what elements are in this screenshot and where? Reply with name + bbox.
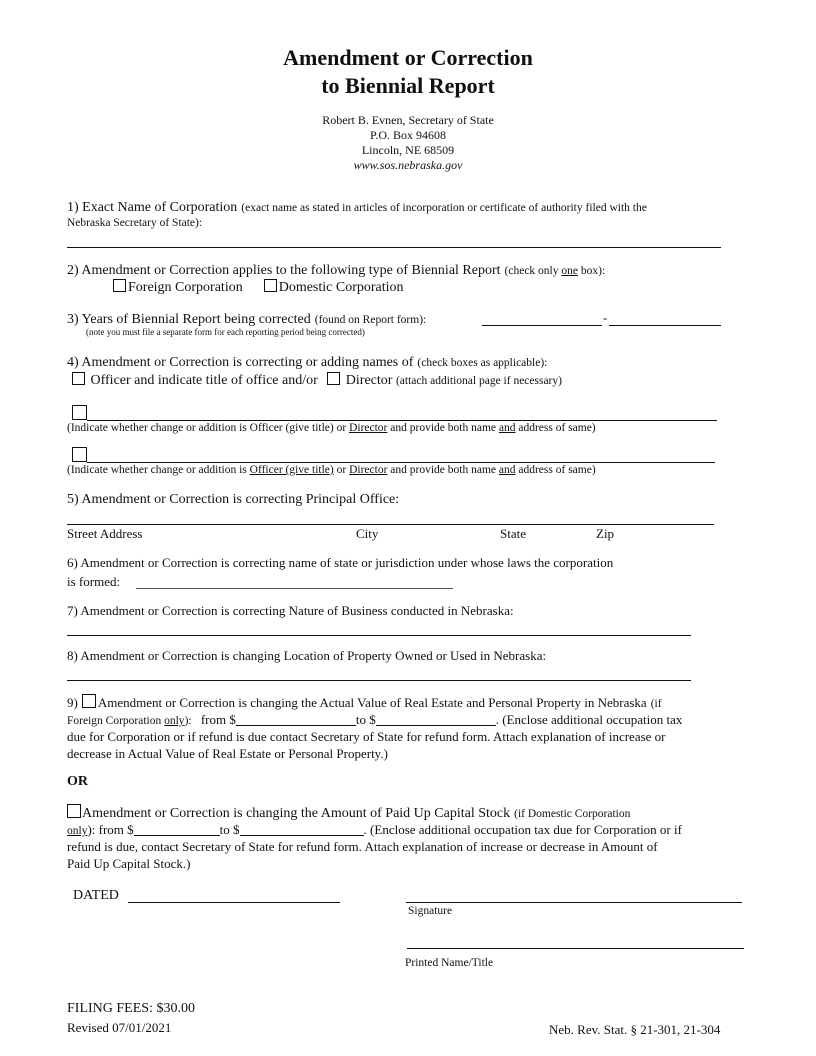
dated-field[interactable] (128, 902, 340, 903)
capital-to-label: to $ (219, 822, 240, 837)
capital-from-label: ): from $ (87, 822, 134, 837)
capital-stock-line3: refund is due, contact Secretary of State for refund form. Attach explanation of increase or decrease in Amount of (67, 839, 658, 854)
domestic-only-note: only (67, 825, 88, 837)
actual-value-from-field[interactable] (236, 713, 356, 726)
section-9-line2 (67, 712, 682, 728)
director-checkbox[interactable] (327, 372, 340, 385)
entry-1-instructions: (Indicate whether change or addition is Officer (give title) or Director and provide both name and address of same) (67, 422, 596, 434)
foreign-corporation-label: Foreign Corporation (128, 280, 243, 295)
street-address-label: Street Address (67, 526, 143, 541)
printed-name-label: Printed Name/Title (405, 957, 494, 969)
corp-name-label: 1) Exact Name of Corporation (67, 200, 238, 215)
entry-2-instructions: (Indicate whether change or addition is Officer (give title) or Director and provide both name and address of same) (67, 464, 596, 476)
to-label: to $ (355, 712, 376, 727)
capital-stock-line4: Paid Up Capital Stock.) (67, 856, 191, 871)
entry-2-checkbox[interactable] (72, 447, 87, 462)
section-9-line3: due for Corporation or if refund is due contact Secretary of State for refund form. Attach explanation of increase or (67, 729, 666, 744)
actual-value-checkbox[interactable] (82, 694, 96, 708)
capital-from-field[interactable] (134, 823, 220, 836)
filing-fees: FILING FEES: $30.00 (67, 1001, 195, 1016)
foreign-corporation-checkbox[interactable] (113, 279, 126, 292)
statute-reference: Neb. Rev. Stat. § 21-301, 21-304 (549, 1022, 721, 1037)
or-separator: OR (67, 774, 88, 789)
property-location-label: 8) Amendment or Correction is changing Location of Property Owned or Used in Nebraska: (67, 648, 547, 663)
actual-value-label: Amendment or Correction is changing the Actual Value of Real Estate and Personal Property in Nebraska (97, 695, 647, 710)
section-3-label (67, 310, 426, 328)
dated-label: DATED (73, 888, 119, 903)
state-label: State (500, 526, 526, 541)
address-line: Robert B. Evnen, Secretary of State (322, 113, 494, 127)
address-line: P.O. Box 94608 (369, 128, 446, 142)
signature-label: Signature (408, 905, 453, 917)
years-note: (found on Report form): (314, 314, 427, 326)
section-1-label (67, 198, 647, 216)
form-header (0, 44, 816, 173)
officer-checkbox[interactable] (72, 372, 85, 385)
report-type-label: 2) Amendment or Correction applies to the following type of Biennial Report (67, 263, 501, 278)
principal-office-field[interactable] (67, 524, 714, 525)
capital-stock-line1 (67, 804, 630, 822)
address-line: Lincoln, NE 68509 (361, 143, 455, 157)
report-type-options (113, 279, 404, 296)
entry-1-checkbox[interactable] (72, 405, 87, 420)
capital-stock-label: Amendment or Correction is changing the Amount of Paid Up Capital Stock (82, 806, 511, 821)
section-9-line1 (67, 694, 662, 712)
officer-label: Officer and indicate title of office and/or (90, 373, 318, 388)
foreign-only-note: Foreign Corporation only): (67, 715, 192, 727)
corp-name-note: (exact name as stated in articles of incorporation or certificate of authority filed with the (241, 202, 647, 214)
section-9-line4: decrease in Actual Value of Real Estate or Personal Property.) (67, 746, 388, 761)
capital-enclose-text: . (Enclose additional occupation tax due for Corporation or if (363, 822, 682, 837)
jurisdiction-field[interactable] (136, 588, 453, 589)
year-dash: - (603, 310, 608, 325)
from-label: from $ (200, 712, 236, 727)
year-to-field[interactable] (609, 325, 721, 326)
website: www.sos.nebraska.gov (353, 158, 463, 172)
section-9-number: 9) (67, 695, 78, 710)
nature-of-business-label: 7) Amendment or Correction is correcting Nature of Business conducted in Nebraska: (67, 603, 514, 618)
report-type-note: (check only one box): (504, 265, 606, 277)
section-4-label (67, 353, 547, 371)
domestic-corporation-checkbox[interactable] (264, 279, 277, 292)
agency-address (0, 113, 816, 173)
year-from-field[interactable] (482, 325, 602, 326)
corp-name-field[interactable] (67, 247, 721, 248)
zip-label: Zip (596, 526, 615, 541)
corp-name-note-2: Nebraska Secretary of State): (67, 217, 203, 229)
names-note: (check boxes as applicable): (417, 357, 548, 369)
capital-stock-line2 (67, 822, 682, 838)
actual-value-if: (if (650, 698, 662, 710)
jurisdiction-label-2: is formed: (67, 574, 121, 589)
nature-of-business-field[interactable] (67, 635, 691, 636)
domestic-corporation-label: Domestic Corporation (278, 280, 404, 295)
form-title-line2: to Biennial Report (321, 73, 495, 98)
entry-2-field[interactable] (87, 462, 715, 463)
years-label: 3) Years of Biennial Report being corrected (67, 312, 311, 327)
jurisdiction-label: 6) Amendment or Correction is correcting name of state or jurisdiction under whose laws the corporation (67, 555, 614, 570)
revised-date: Revised 07/01/2021 (67, 1020, 172, 1035)
entry-1-field[interactable] (87, 420, 717, 421)
signature-field[interactable] (406, 902, 742, 903)
printed-name-field[interactable] (407, 948, 744, 949)
capital-stock-note: (if Domestic Corporation (514, 808, 631, 820)
principal-office-label: 5) Amendment or Correction is correcting Principal Office: (67, 492, 400, 507)
enclose-text: . (Enclose additional occupation tax (495, 712, 683, 727)
section-2-label (67, 261, 605, 279)
years-subnote: (note you must file a separate form for each reporting period being corrected) (86, 327, 365, 337)
director-label: Director (345, 373, 393, 388)
city-label: City (356, 526, 379, 541)
capital-stock-checkbox[interactable] (67, 804, 81, 818)
capital-to-field[interactable] (240, 823, 364, 836)
form-title-line1: Amendment or Correction (283, 45, 533, 70)
director-note: (attach additional page if necessary) (395, 375, 562, 387)
property-location-field[interactable] (67, 680, 691, 681)
names-label: 4) Amendment or Correction is correcting or adding names of (67, 355, 414, 370)
actual-value-to-field[interactable] (376, 713, 496, 726)
names-options (72, 372, 562, 389)
